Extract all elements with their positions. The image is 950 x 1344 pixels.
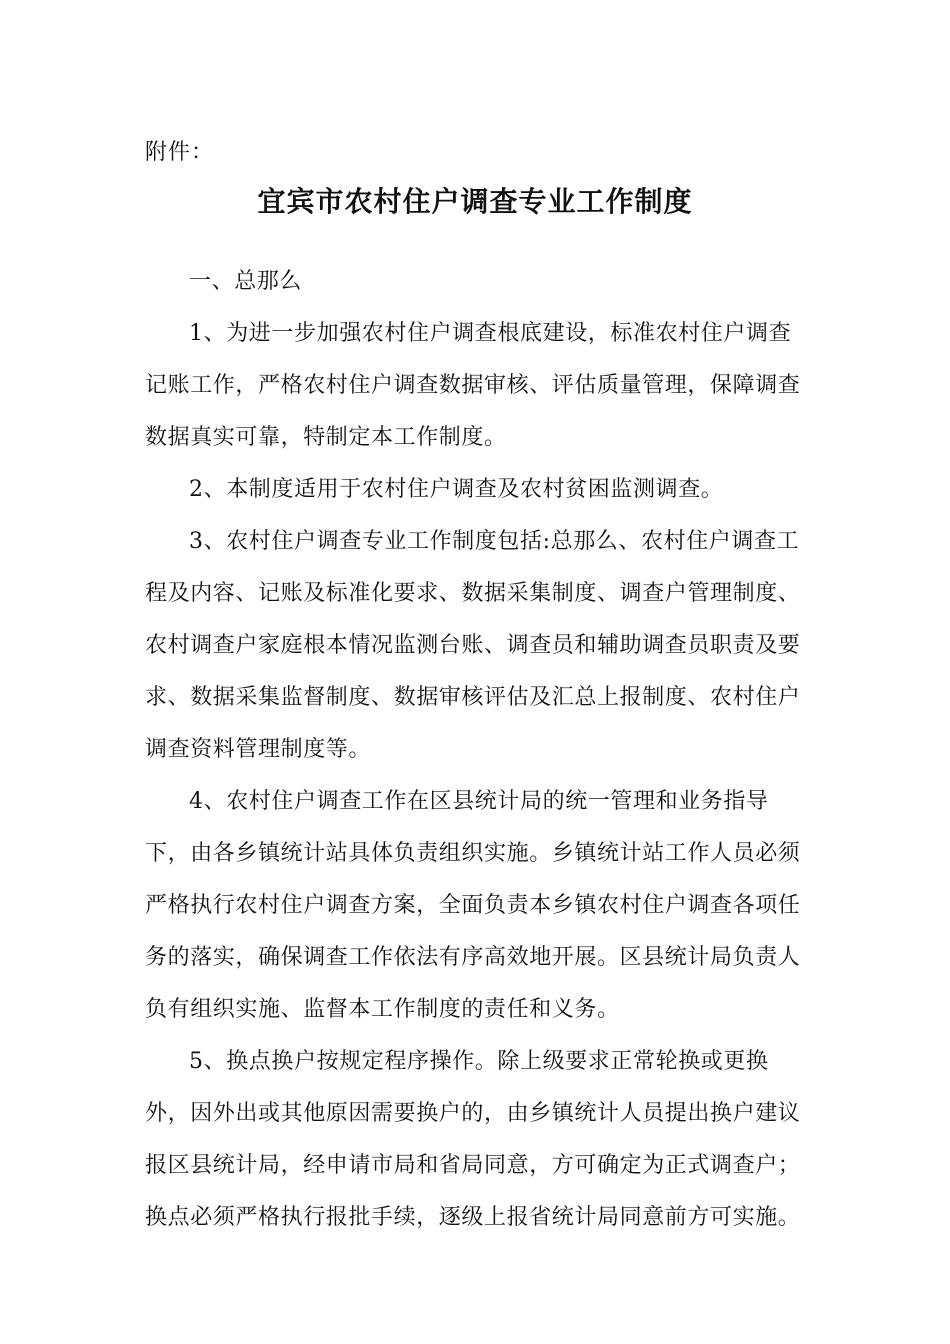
document-body [145, 256, 805, 1244]
section-heading: 一、总那么 [189, 269, 303, 294]
attachment-label: 附件： [145, 140, 215, 165]
paragraph-4: 4、农村住户调查工作在区县统计局的统一管理和业务指导下，由各乡镇统计站具体负责组织实施。乡镇统计站工作人员必须严格执行农村住户调查方案，全面负责本乡镇农村住户调查各项任务的落实，确保调查工作依法有序高效地开展。区县统计局负责人负有组织实施、监督本工作制度的责任和义务。 [145, 789, 801, 1022]
document-title: 宜宾市农村住户调查专业工作制度 [257, 185, 693, 218]
paragraph-2: 2、本制度适用于农村住户调查及农村贫困监测调查。 [189, 477, 724, 502]
paragraph-1: 1、为进一步加强农村住户调查根底建设，标准农村住户调查记账工作，严格农村住户调查数据审核、评估质量管理，保障调查数据真实可靠，特制定本工作制度。 [145, 321, 801, 450]
paragraph-5: 5、换点换户按规定程序操作。除上级要求正常轮换或更换外，因外出或其他原因需要换户的，由乡镇统计人员提出换户建议报区县统计局，经申请市局和省局同意，方可确定为正式调查户；换点必须严格执行报批手续，逐级上报省统计局同意前方可实施。 [145, 1049, 801, 1230]
paragraph-3: 3、农村住户调查专业工作制度包括:总那么、农村住户调查工程及内容、记账及标准化要求、数据采集制度、调查户管理制度、农村调查户家庭根本情况监测台账、调查员和辅助调查员职责及要求、数据采集监督制度、数据审核评估及汇总上报制度、农村住户调查资料管理制度等。 [145, 529, 801, 762]
